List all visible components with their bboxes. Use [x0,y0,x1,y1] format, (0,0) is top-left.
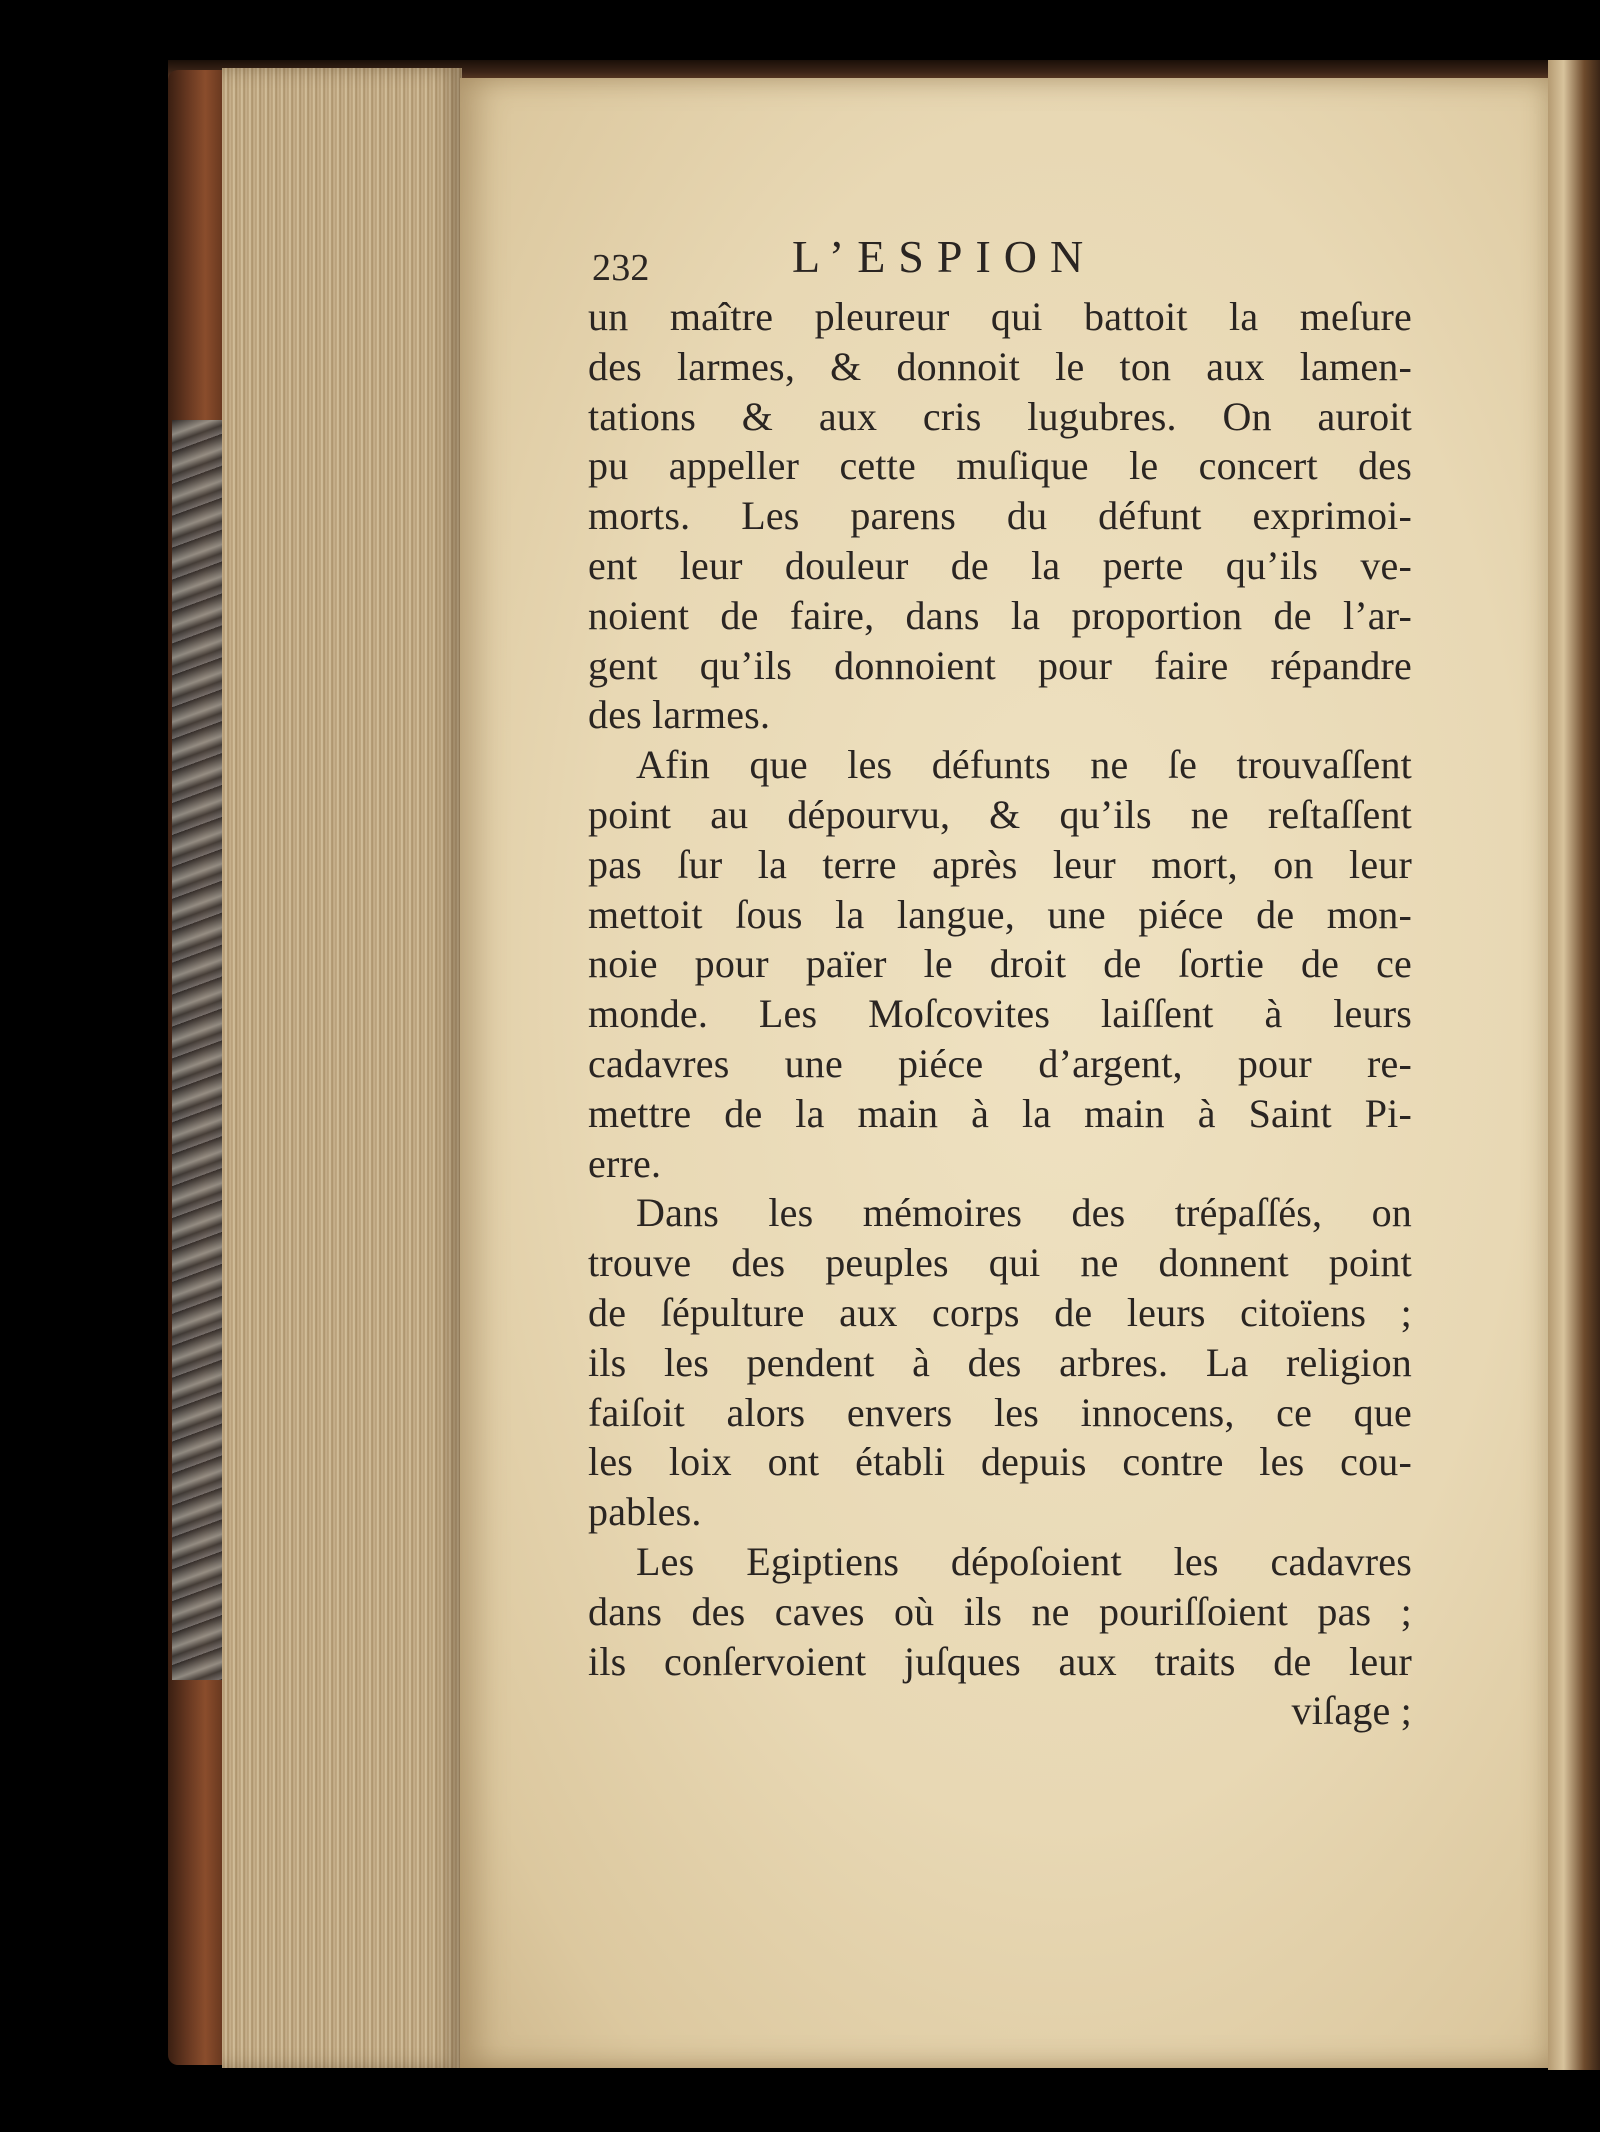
text-line: erre. [588,1140,662,1186]
page-block-edges [222,68,462,2068]
paragraph [588,292,1412,740]
text-line: gent qu’ils donnoient pour faire répandre [588,642,1412,688]
text-line: pables. [588,1489,702,1535]
text-line: faiſoit alors envers les innocens, ce que [588,1389,1412,1435]
marbled-board [172,420,224,1680]
text-line: pu appeller cette muſique le concert des [588,443,1412,489]
text-line: noie pour païer le droit de ſortie de ce [588,941,1412,987]
book-cover-right-edge [1548,60,1600,2070]
text-line: des larmes. [588,692,771,738]
paragraph [588,1188,1412,1537]
running-title: L’ESPION [792,231,1097,282]
text-line: Dans les mémoires des trépaſſés, on [636,1190,1412,1236]
text-line: morts. Les parens du défunt exprimoi- [588,493,1412,539]
text-line: noient de faire, dans la proportion de l’ar- [588,592,1412,638]
text-line: mettoit ſous la langue, une piéce de mon- [588,891,1412,937]
text-line: point au dépourvu, & qu’ils ne reſtaſſent [588,791,1412,837]
text-line: Les Egiptiens dépoſoient les cadavres [636,1538,1412,1584]
text-line: cadavres une piéce d’argent, pour re- [588,1040,1412,1086]
text-line: ent leur douleur de la perte qu’ils ve- [588,542,1412,588]
text-line: Afin que les défunts ne ſe trouvaſſent [636,742,1412,788]
text-line: mettre de la main à la main à Saint Pi- [588,1090,1412,1136]
text-line: pas ſur la terre après leur mort, on leur [588,841,1412,887]
text-line: trouve des peuples qui ne donnent point [588,1240,1412,1286]
page-number: 232 [592,247,650,289]
paragraph [588,740,1412,1188]
text-line: des larmes, & donnoit le ton aux lamen- [588,343,1412,389]
text-line: monde. Les Moſcovites laiſſent à leurs [588,991,1412,1037]
text-line: ils conſervoient juſques aux traits de leur [588,1638,1412,1684]
catchword: viſage ; [1291,1688,1412,1734]
running-head [588,232,1412,292]
text-line: tations & aux cris lugubres. On auroit [588,393,1412,439]
paragraph [588,1537,1412,1686]
text-line: dans des caves où ils ne pouriſſoient pas ; [588,1588,1412,1634]
page-text [588,232,1412,1736]
text-line: de ſépulture aux corps de leurs citoïens ; [588,1289,1412,1335]
text-line: ils les pendent à des arbres. La religion [588,1339,1412,1385]
text-line: un maître pleureur qui battoit la meſure [588,294,1412,339]
text-line: les loix ont établi depuis contre les cou- [588,1439,1412,1485]
